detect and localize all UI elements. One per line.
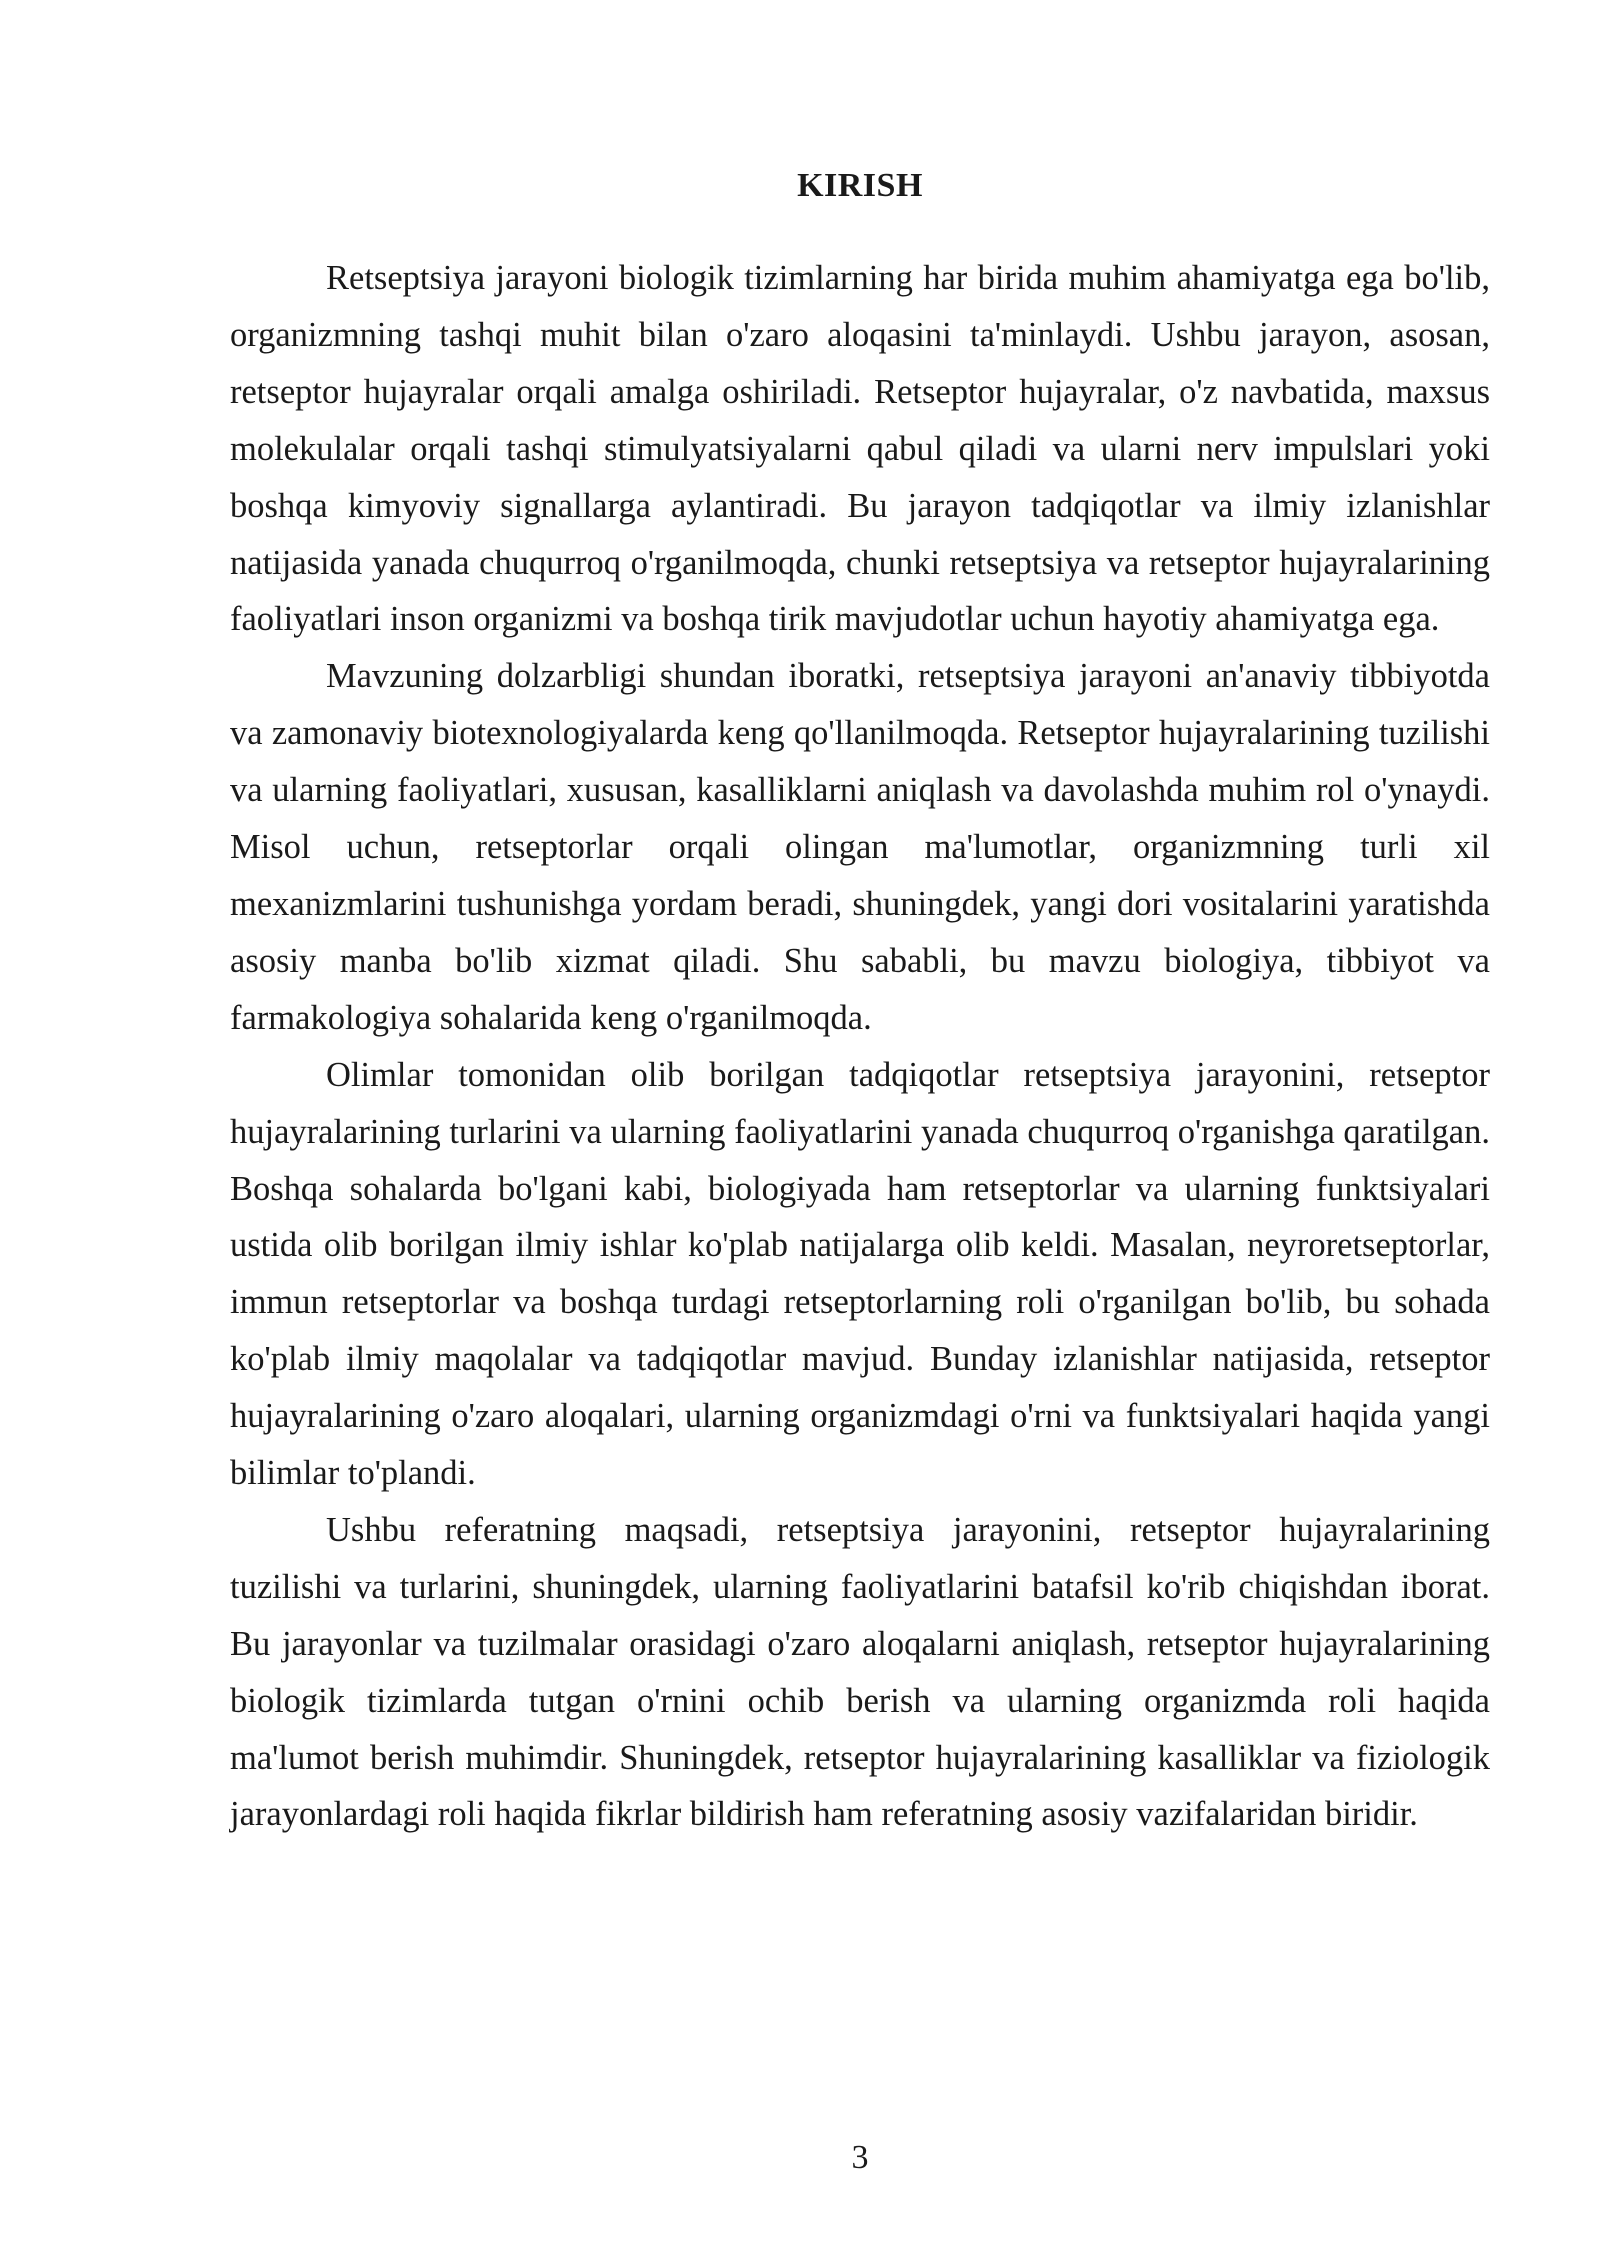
paragraph-4: Ushbu referatning maqsadi, retseptsiya jarayonini, retseptor hujayralarining tuzilishi va turlarini, shuningdek, ularning faoliyatlarini batafsil ko'rib chiqishdan iborat. Bu jarayonlar va tuzilmalar orasidagi o'zaro aloqalarni aniqlash, retseptor hujayralarining biologik tizimlarda tutgan o'rnini ochib berish va ularning organizmda roli haqida ma'lumot berish muhimdir. Shuningdek, retseptor hujayralarining kasalliklar va fiziologik jarayonlardagi roli haqida fikrlar bildirish ham referatning asosiy vazifalaridan biridir. <box>230 1510 1490 1834</box>
body-text <box>230 250 1490 1843</box>
paragraph-1: Retseptsiya jarayoni biologik tizimlarning har birida muhim ahamiyatga ega bo'lib, organizmning tashqi muhit bilan o'zaro aloqasini ta'minlaydi. Ushbu jarayon, asosan, retseptor hujayralar orqali amalga oshiriladi. Retseptor hujayralar, o'z navbatida, maxsus molekulalar orqali tashqi stimulyatsiyalarni qabul qiladi va ularni nerv impulslari yoki boshqa kimyoviy signallarga aylantiradi. Bu jarayon tadqiqotlar va ilmiy izlanishlar natijasida yanada chuqurroq o'rganilmoqda, chunki retseptsiya va retseptor hujayralarining faoliyatlari inson organizmi va boshqa tirik mavjudotlar uchun hayotiy ahamiyatga ega. <box>230 259 1490 639</box>
paragraph-3: Olimlar tomonidan olib borilgan tadqiqotlar retseptsiya jarayonini, retseptor hujayralarining turlarini va ularning faoliyatlarini yanada chuqurroq o'rganishga qaratilgan. Boshqa sohalarda bo'lgani kabi, biologiyada ham retseptorlar va ularning funktsiyalari ustida olib borilgan ilmiy ishlar ko'plab natijalarga olib keldi. Masalan, neyroretseptorlar, immun retseptorlar va boshqa turdagi retseptorlarning roli o'rganilgan bo'lib, bu sohada ko'plab ilmiy maqolalar va tadqiqotlar mavjud. Bunday izlanishlar natijasida, retseptor hujayralarining o'zaro aloqalari, ularning organizmdagi o'rni va funktsiyalari haqida yangi bilimlar to'plandi. <box>230 1055 1490 1493</box>
section-heading: KIRISH <box>797 167 923 204</box>
paragraph-2: Mavzuning dolzarbligi shundan iboratki, retseptsiya jarayoni an'anaviy tibbiyotda va zamonaviy biotexnologiyalarda keng qo'llanilmoqda. Retseptor hujayralarining tuzilishi va ularning faoliyatlari, xususan, kasalliklarni aniqlash va davolashda muhim rol o'ynaydi. Misol uchun, retseptorlar orqali olingan ma'lumotlar, organizmning turli xil mexanizmlarini tushunishga yordam beradi, shuningdek, yangi dori vositalarini yaratishda asosiy manba bo'lib xizmat qiladi. Shu sababli, bu mavzu biologiya, tibbiyot va farmakologiya sohalarida keng o'rganilmoqda. <box>230 657 1490 1037</box>
page-number: 3 <box>851 2139 869 2176</box>
